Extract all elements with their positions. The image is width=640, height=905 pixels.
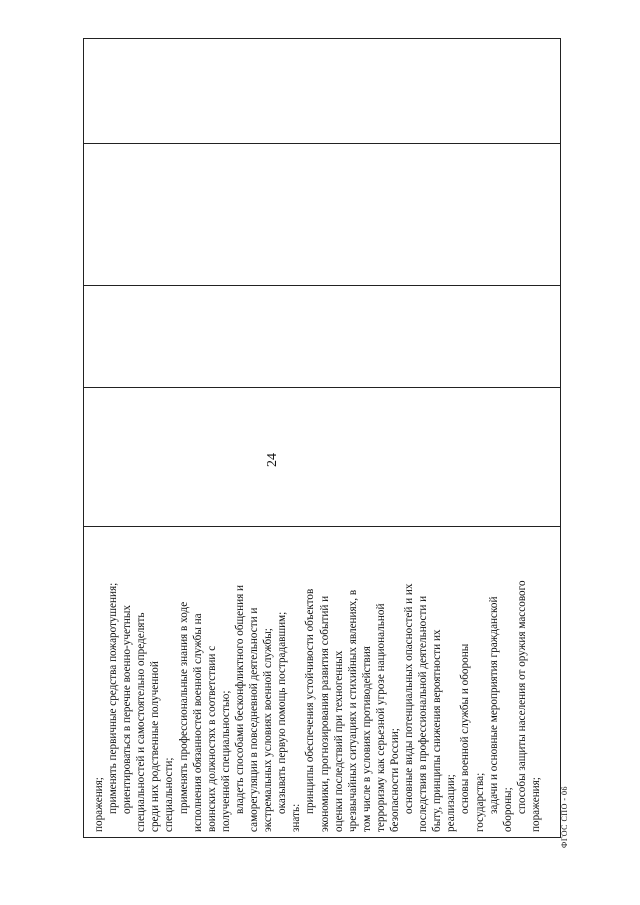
text-line: том числе в условиях противодействия bbox=[360, 646, 373, 832]
text-line: саморегуляции в повседневной деятельности и bbox=[248, 607, 261, 832]
text-line: воинских должностях в соответствии с bbox=[205, 645, 218, 832]
competency-cell bbox=[84, 526, 562, 838]
text-line: основные виды потенциальных опасностей и их bbox=[403, 583, 416, 814]
text-line: государства; bbox=[473, 772, 486, 832]
text-line: специальности; bbox=[163, 757, 176, 832]
text-line: чрезвычайных ситуациях и стихийных явлениях, в bbox=[346, 589, 359, 832]
text-line: быту, принципы снижения вероятности их bbox=[431, 629, 444, 832]
text-line: применять профессиональные знания в ходе bbox=[177, 601, 190, 814]
text-line: исполнения обязанностей военной службы на bbox=[191, 613, 204, 832]
text-line: владеть способами бесконфликтного общения и bbox=[233, 584, 246, 814]
text-line: знать: bbox=[290, 803, 303, 832]
text-line: безопасности России; bbox=[388, 728, 401, 832]
text-line: экстремальных условиях военной службы; bbox=[262, 628, 275, 832]
text-line: способы защиты населения от оружия массового bbox=[515, 580, 528, 814]
table-divider bbox=[84, 387, 560, 388]
text-line: ориентироваться в перечне военно-учетных bbox=[121, 605, 134, 814]
competency-text bbox=[92, 532, 543, 832]
text-line: оценки последствий при техногенных bbox=[332, 650, 345, 832]
text-line: обороны; bbox=[501, 787, 514, 832]
text-line: применять первичные средства пожаротушения; bbox=[107, 582, 120, 814]
text-line: поражения; bbox=[529, 777, 542, 832]
text-line: поражения; bbox=[93, 777, 105, 832]
table-divider bbox=[84, 143, 560, 144]
text-line: оказывать первую помощь пострадавшим; bbox=[276, 611, 289, 814]
text-line: основы военной службы и обороны bbox=[459, 643, 472, 814]
text-line: реализации; bbox=[445, 774, 458, 832]
text-line: специальностей и самостоятельно определять bbox=[135, 612, 148, 832]
table-divider bbox=[84, 285, 560, 286]
text-line: экономики, прогнозирования развития событий и bbox=[318, 595, 331, 832]
text-line: полученной специальностью; bbox=[219, 690, 232, 832]
text-line: задачи и основные мероприятия гражданской bbox=[487, 596, 500, 814]
content-table bbox=[83, 38, 561, 838]
document-footer: ФГОС СПО - 06 bbox=[560, 785, 569, 848]
page-number: 24 bbox=[265, 453, 280, 467]
text-line: терроризму как серьезной угрозе национальной bbox=[374, 603, 387, 832]
text-line: принципы обеспечения устойчивости объектов bbox=[304, 588, 317, 814]
text-line: последствия в профессиональной деятельности и bbox=[417, 595, 430, 832]
text-line: среди них родственные полученной bbox=[149, 661, 162, 832]
